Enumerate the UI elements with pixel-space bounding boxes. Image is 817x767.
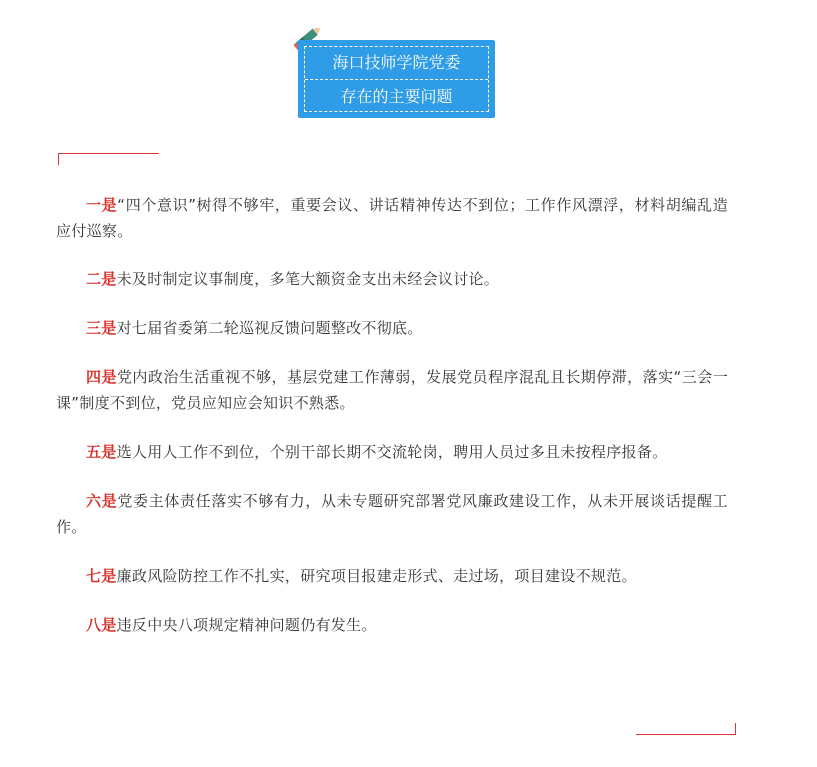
problem-text-3: 对七届省委第二轮巡视反馈问题整改不彻底。 bbox=[116, 319, 423, 337]
problem-text-4: 党内政治生活重视不够，基层党建工作薄弱，发展党员程序混乱且长期停滞，落实“三会一课”制度不到位，党员应知应会知识不熟悉。 bbox=[56, 368, 728, 412]
problem-item-8 bbox=[56, 612, 728, 638]
problem-item-6 bbox=[56, 488, 728, 540]
problem-lead-3: 三是 bbox=[86, 319, 117, 337]
problem-text-1: “四个意识”树得不够牢，重要会议、讲话精神传达不到位；工作作风漂浮，材料胡编乱造应付巡察。 bbox=[56, 196, 728, 240]
problem-lead-2: 二是 bbox=[86, 270, 117, 288]
problem-item-4 bbox=[56, 364, 728, 416]
problem-item-7 bbox=[56, 563, 728, 589]
problem-text-8: 违反中央八项规定精神问题仍有发生。 bbox=[116, 616, 377, 634]
problem-item-1 bbox=[56, 192, 728, 244]
title-box bbox=[298, 40, 495, 118]
problem-lead-7: 七是 bbox=[86, 567, 117, 585]
problem-lead-8: 八是 bbox=[86, 616, 117, 634]
problem-lead-6: 六是 bbox=[86, 492, 118, 510]
problem-lead-1: 一是 bbox=[86, 196, 118, 214]
corner-frame-top-left bbox=[58, 153, 159, 165]
corner-frame-bottom-right bbox=[636, 723, 736, 735]
problem-item-2 bbox=[56, 266, 728, 292]
problem-text-2: 未及时制定议事制度，多笔大额资金支出未经会议讨论。 bbox=[116, 270, 500, 288]
problem-text-7: 廉政风险防控工作不扎实，研究项目报建走形式、走过场，项目建设不规范。 bbox=[116, 567, 637, 585]
problem-lead-5: 五是 bbox=[86, 443, 117, 461]
problem-text-5: 选人用人工作不到位，个别干部长期不交流轮岗，聘用人员过多且未按程序报备。 bbox=[116, 443, 668, 461]
title-line-2: 存在的主要问题 bbox=[340, 87, 453, 106]
title-line-1: 海口技师学院党委 bbox=[332, 53, 461, 72]
title-divider bbox=[305, 79, 488, 80]
title-frame bbox=[304, 46, 489, 112]
problem-list bbox=[56, 192, 728, 661]
problem-text-6: 党委主体责任落实不够有力，从未专题研究部署党风廉政建设工作，从未开展谈话提醒工作。 bbox=[56, 492, 728, 536]
problem-item-5 bbox=[56, 439, 728, 465]
problem-lead-4: 四是 bbox=[86, 368, 117, 386]
problem-item-3 bbox=[56, 315, 728, 341]
